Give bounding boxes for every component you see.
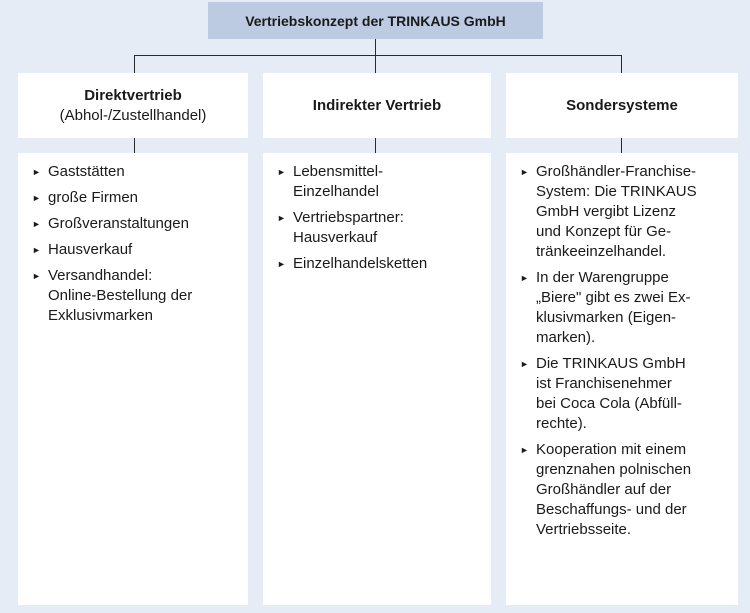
list-item-text: Die TRINKAUS GmbH ist Franchisenehmer bei Coca Cola (Abfüll- rechte). <box>536 355 686 432</box>
header-title: Sondersysteme <box>566 96 678 114</box>
list-item-text: Kooperation mit einem grenznahen polnischen Großhändler auf der Beschaffungs- und der Vertriebsseite. <box>536 441 692 538</box>
bullet-icon: ► <box>520 167 529 177</box>
list-item <box>32 240 238 260</box>
list-item <box>32 162 238 182</box>
list-item <box>32 188 238 208</box>
bullet-icon: ► <box>277 167 286 177</box>
list-item-text: Einzelhandelsketten <box>293 255 428 272</box>
bullet-icon: ► <box>32 193 41 203</box>
header-title: Indirekter Vertrieb <box>312 96 442 114</box>
header-title: Direktvertrieb <box>84 86 182 104</box>
root-node <box>208 2 543 39</box>
connector-horizontal <box>134 55 622 56</box>
list-item <box>277 162 481 202</box>
list-item <box>520 162 728 262</box>
root-title: Vertriebskonzept der TRINKAUS GmbH <box>245 12 506 29</box>
header-subtitle: (Abhol-/Zustellhandel) <box>59 106 207 124</box>
list-item <box>32 214 238 234</box>
connector-col1-head-list <box>134 138 135 153</box>
connector-col1-vertical <box>134 55 135 73</box>
connector-col2-vertical <box>375 55 376 73</box>
bullet-icon: ► <box>520 273 529 283</box>
list-item-text: In der Warengruppe „Biere" gibt es zwei Ex- klusivmarken (Eigen- marken). <box>536 269 691 346</box>
list-item-text: Vertriebspartner: Hausverkauf <box>293 209 404 246</box>
connector-col2-head-list <box>375 138 376 153</box>
list-item-text: Versandhandel: Online-Bestellung der Exklusivmarken <box>48 267 193 324</box>
list-item-text: Großveranstaltungen <box>48 215 189 232</box>
connector-root-vertical <box>375 39 376 56</box>
list-item <box>32 266 238 326</box>
list-item-text: große Firmen <box>48 189 139 206</box>
header-direktvertrieb <box>18 73 248 138</box>
list-sondersysteme <box>506 153 738 605</box>
list-item <box>520 440 728 540</box>
bullet-icon: ► <box>32 219 41 229</box>
list-item <box>520 268 728 348</box>
list-item-text: Lebensmittel- Einzelhandel <box>293 163 384 200</box>
connector-col3-head-list <box>621 138 622 153</box>
connector-col3-vertical <box>621 55 622 73</box>
list-item <box>277 254 481 274</box>
list-item-text: Gaststätten <box>48 163 125 180</box>
list-item-text: Großhändler-Franchise- System: Die TRINKAUS GmbH vergibt Lizenz und Konzept für Ge- tränkeeinzelhandel. <box>536 163 697 260</box>
bullet-icon: ► <box>277 259 286 269</box>
bullet-icon: ► <box>277 213 286 223</box>
bullet-icon: ► <box>32 271 41 281</box>
bullet-icon: ► <box>32 167 41 177</box>
bullet-icon: ► <box>32 245 41 255</box>
list-item <box>520 354 728 434</box>
list-item <box>277 208 481 248</box>
header-indirekter-vertrieb <box>263 73 491 138</box>
bullet-icon: ► <box>520 359 529 369</box>
bullet-icon: ► <box>520 445 529 455</box>
list-indirekter-vertrieb <box>263 153 491 605</box>
header-sondersysteme <box>506 73 738 138</box>
list-direktvertrieb <box>18 153 248 605</box>
list-item-text: Hausverkauf <box>48 241 133 258</box>
